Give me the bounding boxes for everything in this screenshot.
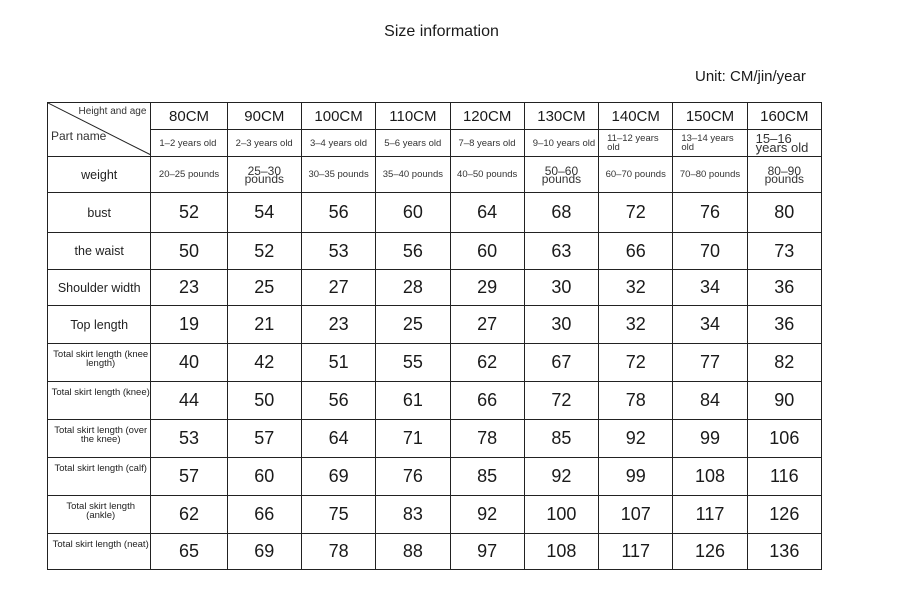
value-cell: 28 [376, 270, 450, 306]
age-cell [747, 130, 821, 157]
row-label: Total skirt length (ankle) [48, 496, 151, 534]
value-cell: 63 [524, 233, 598, 270]
value-cell: 108 [673, 458, 747, 496]
value-cell: 65 [151, 534, 227, 570]
table-row [48, 344, 822, 382]
value-cell: 78 [450, 420, 524, 458]
row-label: Shoulder width [48, 270, 151, 306]
size-table-body [48, 103, 822, 570]
table-row [48, 420, 822, 458]
value-cell: 51 [301, 344, 375, 382]
value-cell: 57 [227, 420, 301, 458]
size-table [47, 102, 822, 570]
age-cell [673, 130, 747, 157]
value-cell: 34 [673, 306, 747, 344]
value-cell: 70 [673, 233, 747, 270]
row-label: Total skirt length (neat) [48, 534, 151, 570]
height-header: 110CM [376, 103, 450, 130]
height-header: 100CM [301, 103, 375, 130]
value-cell: 25 [376, 306, 450, 344]
age-label: 2–3 years old [235, 137, 293, 149]
age-cell [524, 130, 598, 157]
value-cell: 76 [376, 458, 450, 496]
unit-label: Unit: CM/jin/year [695, 68, 806, 85]
value-cell: 107 [599, 496, 673, 534]
table-row [48, 193, 822, 233]
value-cell: 82 [747, 344, 821, 382]
value-cell: 116 [747, 458, 821, 496]
value-cell: 80 [747, 193, 821, 233]
value-cell: 66 [450, 382, 524, 420]
age-cell [450, 130, 524, 157]
value-cell: 56 [301, 193, 375, 233]
height-header: 150CM [673, 103, 747, 130]
weight-cell: 35–40 pounds [376, 157, 450, 193]
value-cell: 88 [376, 534, 450, 570]
value-cell: 99 [673, 420, 747, 458]
row-label-weight: weight [48, 157, 151, 193]
age-label: 9–10 years old [532, 137, 596, 149]
value-cell: 36 [747, 306, 821, 344]
weight-cell: 60–70 pounds [599, 157, 673, 193]
height-row [48, 103, 822, 130]
age-cell [376, 130, 450, 157]
age-cell [151, 130, 227, 157]
value-cell: 62 [151, 496, 227, 534]
weight-cell: 50–60 pounds [524, 157, 598, 193]
corner-cell [48, 103, 151, 157]
value-cell: 42 [227, 344, 301, 382]
value-cell: 83 [376, 496, 450, 534]
value-cell: 92 [450, 496, 524, 534]
value-cell: 23 [151, 270, 227, 306]
age-label: 7–8 years old [458, 137, 516, 149]
value-cell: 92 [599, 420, 673, 458]
value-cell: 53 [301, 233, 375, 270]
value-cell: 27 [301, 270, 375, 306]
value-cell: 36 [747, 270, 821, 306]
weight-cell: 20–25 pounds [151, 157, 227, 193]
value-cell: 90 [747, 382, 821, 420]
row-label: Top length [48, 306, 151, 344]
value-cell: 25 [227, 270, 301, 306]
value-cell: 30 [524, 306, 598, 344]
value-cell: 44 [151, 382, 227, 420]
weight-cell: 40–50 pounds [450, 157, 524, 193]
table-row [48, 306, 822, 344]
table-row [48, 270, 822, 306]
age-cell [301, 130, 375, 157]
age-label: 13–14 years old [681, 133, 734, 153]
value-cell: 54 [227, 193, 301, 233]
height-header: 160CM [747, 103, 821, 130]
value-cell: 52 [151, 193, 227, 233]
value-cell: 50 [227, 382, 301, 420]
weight-row [48, 157, 822, 193]
age-label: 1–2 years old [159, 137, 217, 149]
value-cell: 97 [450, 534, 524, 570]
value-cell: 78 [301, 534, 375, 570]
weight-cell: 80–90 pounds [747, 157, 821, 193]
row-label: Total skirt length (over the knee) [48, 420, 151, 458]
value-cell: 56 [301, 382, 375, 420]
value-cell: 108 [524, 534, 598, 570]
age-label: 3–4 years old [309, 137, 367, 149]
value-cell: 50 [151, 233, 227, 270]
value-cell: 126 [747, 496, 821, 534]
value-cell: 69 [301, 458, 375, 496]
value-cell: 32 [599, 270, 673, 306]
value-cell: 71 [376, 420, 450, 458]
value-cell: 106 [747, 420, 821, 458]
value-cell: 61 [376, 382, 450, 420]
table-row [48, 233, 822, 270]
height-header: 140CM [599, 103, 673, 130]
value-cell: 32 [599, 306, 673, 344]
row-label: Total skirt length (knee length) [48, 344, 151, 382]
value-cell: 69 [227, 534, 301, 570]
weight-cell: 25–30 pounds [227, 157, 301, 193]
value-cell: 85 [524, 420, 598, 458]
age-label: 15–16 years old [755, 131, 809, 155]
value-cell: 60 [376, 193, 450, 233]
value-cell: 64 [450, 193, 524, 233]
value-cell: 21 [227, 306, 301, 344]
table-row [48, 458, 822, 496]
value-cell: 27 [450, 306, 524, 344]
value-cell: 92 [524, 458, 598, 496]
row-label: Total skirt length (knee) [48, 382, 151, 420]
row-label: the waist [48, 233, 151, 270]
height-header: 80CM [151, 103, 227, 130]
value-cell: 56 [376, 233, 450, 270]
value-cell: 85 [450, 458, 524, 496]
value-cell: 78 [599, 382, 673, 420]
value-cell: 52 [227, 233, 301, 270]
age-label: 11–12 years old [607, 133, 659, 153]
age-cell [227, 130, 301, 157]
value-cell: 23 [301, 306, 375, 344]
value-cell: 34 [673, 270, 747, 306]
value-cell: 29 [450, 270, 524, 306]
age-row [48, 130, 822, 157]
row-label: Total skirt length (calf) [48, 458, 151, 496]
value-cell: 53 [151, 420, 227, 458]
table-row [48, 382, 822, 420]
table-row [48, 534, 822, 570]
corner-top-label: Height and age [78, 106, 147, 117]
height-header: 130CM [524, 103, 598, 130]
age-cell [599, 130, 673, 157]
weight-cell: 30–35 pounds [301, 157, 375, 193]
table-row [48, 496, 822, 534]
value-cell: 60 [227, 458, 301, 496]
value-cell: 84 [673, 382, 747, 420]
value-cell: 73 [747, 233, 821, 270]
value-cell: 76 [673, 193, 747, 233]
weight-cell: 70–80 pounds [673, 157, 747, 193]
corner-bottom-label: Part name [51, 129, 107, 143]
value-cell: 64 [301, 420, 375, 458]
value-cell: 72 [599, 344, 673, 382]
height-header: 120CM [450, 103, 524, 130]
value-cell: 100 [524, 496, 598, 534]
value-cell: 136 [747, 534, 821, 570]
age-label: 5–6 years old [384, 137, 442, 149]
height-header: 90CM [227, 103, 301, 130]
value-cell: 57 [151, 458, 227, 496]
value-cell: 30 [524, 270, 598, 306]
value-cell: 62 [450, 344, 524, 382]
page-title: Size information [384, 23, 499, 40]
value-cell: 126 [673, 534, 747, 570]
value-cell: 55 [376, 344, 450, 382]
value-cell: 40 [151, 344, 227, 382]
value-cell: 72 [599, 193, 673, 233]
value-cell: 66 [227, 496, 301, 534]
value-cell: 60 [450, 233, 524, 270]
value-cell: 67 [524, 344, 598, 382]
value-cell: 68 [524, 193, 598, 233]
value-cell: 66 [599, 233, 673, 270]
value-cell: 99 [599, 458, 673, 496]
value-cell: 117 [599, 534, 673, 570]
value-cell: 19 [151, 306, 227, 344]
row-label: bust [48, 193, 151, 233]
value-cell: 75 [301, 496, 375, 534]
value-cell: 117 [673, 496, 747, 534]
value-cell: 72 [524, 382, 598, 420]
value-cell: 77 [673, 344, 747, 382]
